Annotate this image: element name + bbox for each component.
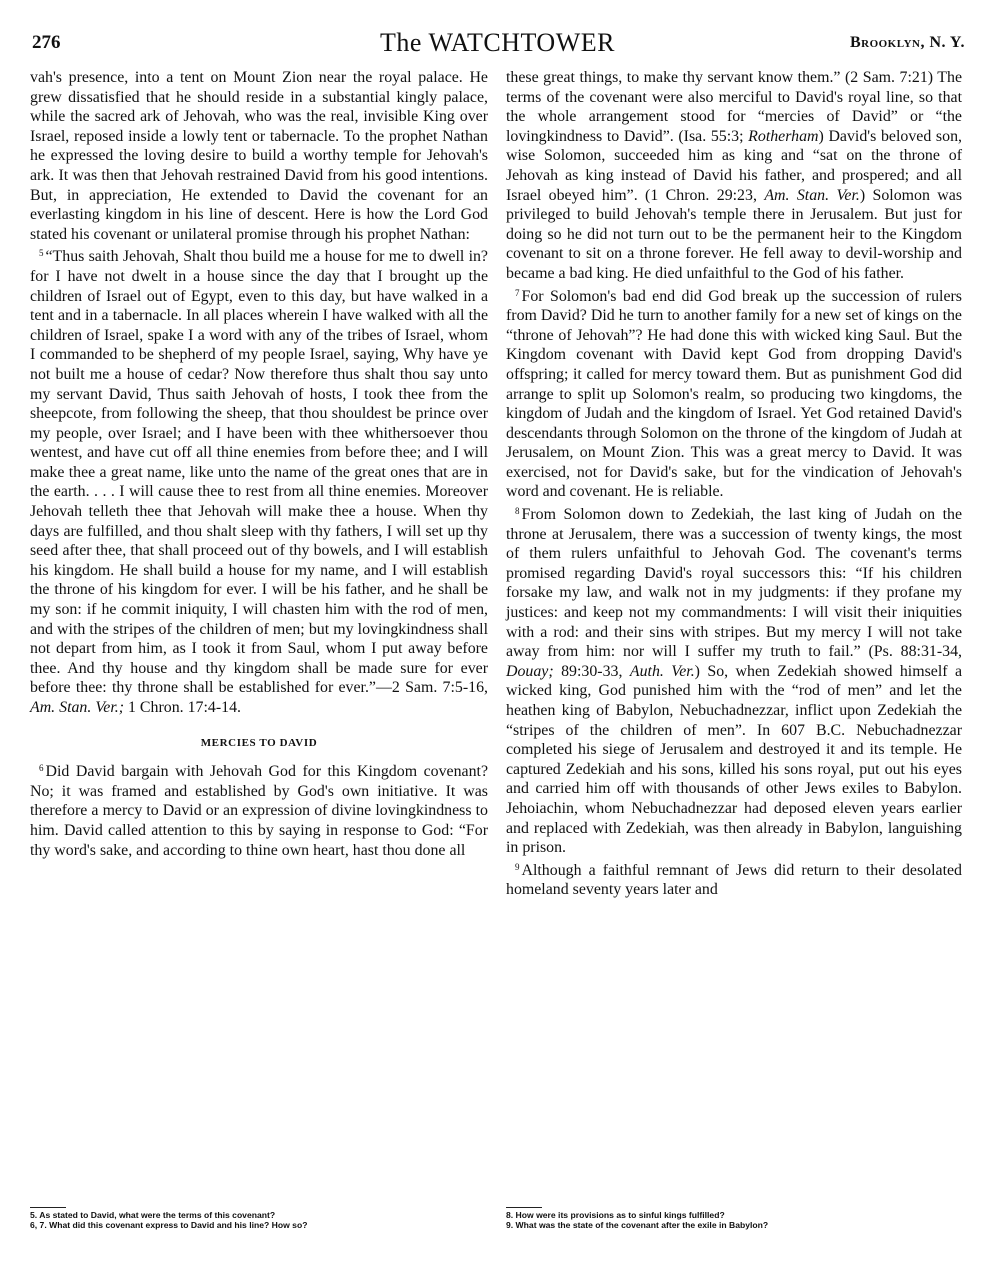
citation-italic: Am. Stan. Ver.;: [30, 699, 125, 716]
page-header: [30, 28, 965, 62]
paragraph-number: 9: [515, 861, 520, 872]
paragraph-text: ) David's beloved son, wise Solomon, succeeded him as king and “sat on the throne of Jehovah as king instead of David his father, and prospered; and all Israel obeyed him”. (1 Chron. 29:23,: [506, 127, 962, 204]
paragraph-text: ) So, when Zedekiah showed himself a wicked king, God punished him with the “rod of men” and let the heathen king of Babylon, Nebuchadnezzar, inflict upon Zedekiah the “stripes of the children of men”. In 607 B.C. Nebuchadnezzar completed his siege of Jerusalem and destroyed it and its temple. He captured Zedekiah and his sons, killed his sons royal, put out his eyes and carried him off with thousands of other Jews exiles to Babylon. Jehoiachin, whom Nebuchadnezzar had deposed eleven years earlier and replaced with Zedekiah, was then already in Babylon, languishing in prison.: [506, 662, 962, 857]
citation-italic: Am. Stan. Ver.: [764, 186, 860, 204]
paragraph-5: [30, 244, 488, 717]
paragraph-number: 8: [515, 506, 520, 517]
paragraph-9: [506, 858, 962, 900]
footnote-question: 9. What was the state of the covenant after the exile in Babylon?: [506, 1220, 769, 1230]
paragraph-7: [506, 284, 962, 503]
paragraph-text: For Solomon's bad end did God break up the succession of rulers from David? Did he turn to another family for a new set of kings on the “throne of Jehovah”? He had done this with wicked king Saul. But the Kingdom covenant with David kept God from dropping David's offspring; it called for mercy toward them. But as punishment God did arrange to split up Solomon's realm, so producing two kingdoms, the kingdom of Judah and the kingdom of Israel. Yet God retained David's descendants through Solomon on the throne of the kingdom of Judah at Jerusalem, on Mount Zion. This was a great mercy to David. It was exercised, not for David's sake, but for the vindication of Jehovah's word and covenant. He is reliable.: [506, 287, 962, 501]
citation-italic: Douay;: [506, 662, 554, 680]
paragraph-text: “Thus saith Jehovah, Shalt thou build me a house for me to dwell in? for I have not dwelt in a house since the day that I brought up the children of Israel out of Egypt, even to this day, but have walked in a tent and in a tabernacle. In all places wherein I have walked with all the children of Israel, spake I a word with any of the tribes of Israel, whom I commanded to be shepherd of my people Israel, saying, Why have ye not built me a house of cedar? Now therefore thus shalt thou say unto my servant David, Thus saith Jehovah of hosts, I took thee from the sheepcote, from following the sheep, that thou shouldest be prince over my people, over Israel; and I have been with thee whithersoever thou wentest, and have cut off all thine enemies from before thee; and I will make thee a great name, like unto the name of the great ones that are in the earth. . . . I will cause thee to rest from all thine enemies. Moreover Jehovah telleth thee that Jehovah will make thee a house. When thy days are fulfilled, and thou shalt sleep with thy fathers, I will set up thy seed after thee, that shall proceed out of thy bowels, and I will establish his kingdom. He shall build a house for my name, and I will establish the throne of his kingdom for ever. I will be his father, and he shall be my son: if he commit iniquity, I will chasten him with the rod of men, and with the stripes of the children of men; but my lovingkindness shall not depart from him, as I took it from Saul, whom I put away before thee. And thy house and thy kingdom shall be made sure for ever before thee: thy throne shall be established for ever.”—2 Sam. 7:5-16,: [30, 248, 488, 697]
footnote-question: 6, 7. What did this covenant express to David and his line? How so?: [30, 1220, 308, 1230]
paragraph-number: 5: [39, 248, 44, 259]
footnote-question: 8. How were its provisions as to sinful kings fulfilled?: [506, 1210, 725, 1220]
footnote-rule: [506, 1207, 542, 1208]
paragraph-6: [30, 759, 488, 860]
paragraph-8: [506, 502, 962, 858]
citation-text: 1 Chron. 17:4-14.: [128, 699, 241, 716]
citation-italic: Rotherham: [748, 127, 819, 145]
section-subheading: MERCIES TO DAVID: [200, 736, 318, 749]
paragraph-text: Did David bargain with Jehovah God for this Kingdom covenant? No; it was framed and established by God's own initiative. It was therefore a mercy to David or an expression of divine lovingkindness to him. David called attention to this by saying in response to God: “For thy word's sake, and according to thine own heart, hast thou done all: [30, 763, 488, 859]
masthead-title: The WATCHTOWER: [380, 28, 615, 57]
footnotes-right: [506, 1207, 962, 1230]
paragraph-text: Although a faithful remnant of Jews did return to their desolated homeland seventy years later and: [506, 861, 962, 899]
left-column: [30, 68, 488, 860]
footnote-rule: [30, 1207, 66, 1208]
right-column: [506, 68, 962, 900]
paragraph-number: 6: [39, 763, 44, 774]
paragraph-text: From Solomon down to Zedekiah, the last king of Judah on the throne at Jerusalem, there was a succession of twenty kings, the most of them rulers unfaithful to Jehovah God. The covenant's terms promised regarding David's royal successors this: “If his children forsake my law, and walk not in my judgments: if they profane my justices: and keep not my commandments: I will visit their iniquities with a rod: and their sins with stripes. But my mercy I will not take away from him: nor will I suffer my truth to fail.” (Ps. 88:31-34,: [506, 506, 962, 661]
page-number: 276: [32, 32, 61, 53]
location-label: Brooklyn, N. Y.: [849, 34, 965, 51]
intro-paragraph: vah's presence, into a tent on Mount Zion near the royal palace. He grew dissatisfied that he should reside in a substantial kingly palace, while the sacred ark of Jehovah, who was the real, invisible King over Israel, reposed inside a lowly tent or tabernacle. To the prophet Nathan he expressed the loving desire to build a worthy temple for Jehovah's ark. It was then that Jehovah restrained David from his good intentions. But, in appreciation, He extended to David the covenant for an everlasting kingdom in his line of descent. Here is how the Lord God stated his covenant or unilateral promise through his prophet Nathan:: [30, 69, 488, 243]
citation-italic: Auth. Ver.: [629, 662, 695, 680]
continued-paragraph: [506, 68, 962, 284]
paragraph-text: these great things, to make thy servant know them.” (2 Sam. 7:21) The terms of the covenant were also merciful to David's royal line, so that the whole arrangement stood for “mercies of David” or “the lovingkindness to David”. (Isa. 55:3;: [506, 69, 962, 145]
paragraph-number: 7: [515, 287, 520, 298]
paragraph-text: 89:30-33,: [561, 662, 623, 680]
footnote-question: 5. As stated to David, what were the terms of this covenant?: [30, 1210, 276, 1220]
paragraph-text: ) Solomon was privileged to build Jehovah's temple there in Jerusalem. But just for doing so he did not turn out to be the permanent heir to the Kingdom covenant to sit on a throne forever. He fell away to devil-worship and became a bad king. He died unfaithful to the God of his father.: [506, 186, 962, 282]
footnotes-left: [30, 1207, 488, 1230]
